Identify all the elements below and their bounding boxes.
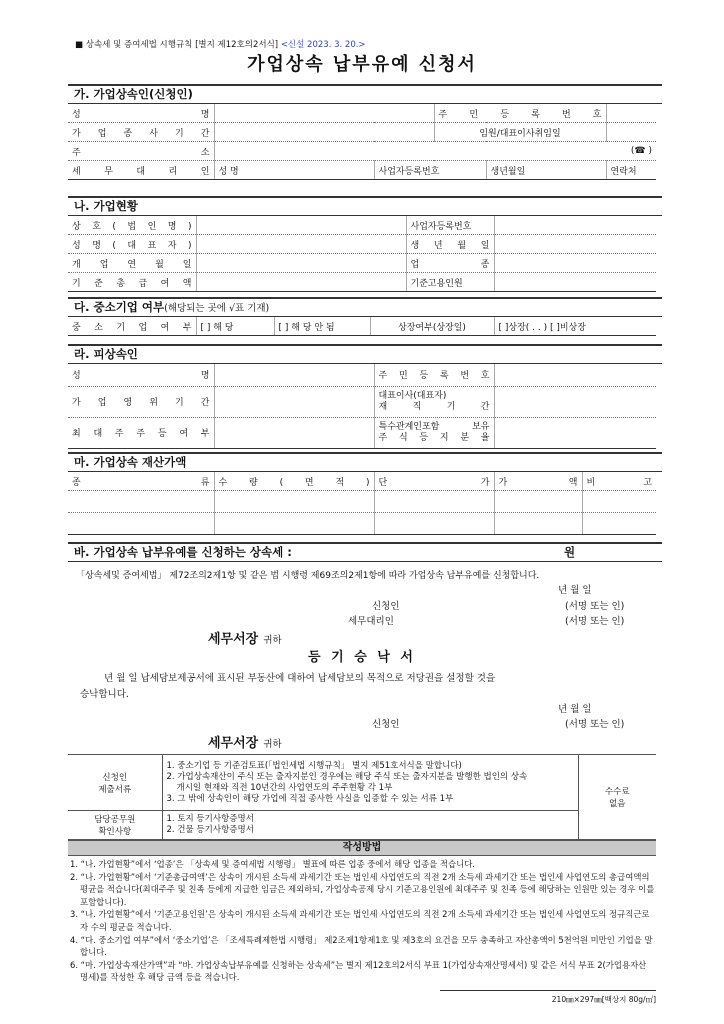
applicant-label: 신청인: [372, 601, 400, 612]
section-decedent-heading: 라. 피상속인: [74, 347, 138, 361]
industry-field[interactable]: [494, 254, 656, 273]
fee-label: 수수료: [604, 787, 630, 797]
share-ratio-line1: 특수관계인포함 보유: [378, 421, 490, 432]
ceo-period-line2: 재 직 기 간: [378, 401, 490, 412]
open-date-field[interactable]: [196, 254, 406, 273]
instruction-item: 2. “나. 가업현황”에서 ‘기준총급여액’은 상속이 개시된 소득세 과세기간 또는 법인세 사업연도의 직전 2개 소득세 과세기간 또는 법인세 사업연도의 총급여액의 평균을 적습니다(최대주주 및 친족 등에게 지급한 임금은 제외하되, 가업상속공제 당시 기준고용인원에 최대주주 및 친족 등에 해당하는 인원만 있는 경우 이를 포함합니다).: [70, 871, 655, 907]
agent-contact-cell[interactable]: 연락처: [606, 161, 656, 180]
assets-col-type: 종 류: [68, 472, 214, 491]
section-heir-heading: 가. 가업상속인(신청인): [74, 87, 193, 101]
employees-label: 기준고용인원: [406, 273, 494, 292]
section-heir: [68, 84, 662, 104]
official-check-label-line1: 담당공무원: [94, 815, 136, 825]
section-sme: [68, 297, 662, 317]
footer-divider: [440, 990, 656, 991]
heir-agent-label: 세 무 대 리 인: [68, 161, 214, 180]
instructions-list: [70, 858, 656, 984]
fee-cell: [578, 755, 656, 840]
section-assets: [68, 452, 662, 472]
consent-addressee-office: 세무서장: [208, 736, 259, 751]
corp-brn-field[interactable]: [494, 216, 656, 235]
submit-doc-item: 2. 가업상속재산이 주식 또는 출자지분인 경우에는 해당 주식 또는 출자지분을 발행한 법인의 상속: [166, 771, 528, 782]
consent-addressee-suffix: 귀하: [263, 739, 282, 750]
assets-table: [68, 472, 656, 535]
heir-rrn-field[interactable]: [606, 104, 656, 123]
share-ratio-field[interactable]: [494, 417, 656, 448]
check-item: 2. 건물 등기사항증명서: [166, 825, 254, 835]
consent-body-line1: 년 월 일 납세담보제공서에 표시된 부동산에 대하여 납세담보의 목적으로 저당권을 설정할 것을: [104, 673, 496, 684]
heir-exec-field[interactable]: [606, 123, 656, 142]
listed-label: 상장여부(상장일): [370, 317, 494, 336]
decedent-table: [68, 364, 656, 449]
rep-dob-field[interactable]: [494, 235, 656, 254]
sme-label: 중 소 기 업 여 부: [68, 317, 196, 336]
major-shareholder-field[interactable]: [214, 417, 374, 448]
assets-cell[interactable]: [214, 491, 374, 513]
submit-docs-list: [162, 755, 578, 811]
sme-yes-checkbox[interactable]: [ ] 해 당: [196, 317, 274, 336]
submit-doc-item: 1. 중소기업 등 기준검토표(「법인세법 시행규칙」 별지 제51호서식을 말합니다): [166, 760, 462, 771]
form-reference: [75, 38, 366, 50]
submit-doc-item: 3. 그 밖에 상속인이 해당 가업에 직접 종사한 사실을 입증할 수 있는 서류 1부: [166, 793, 454, 804]
assets-cell[interactable]: [68, 491, 214, 513]
assets-cell[interactable]: [582, 513, 656, 535]
heir-phone[interactable]: (☎ ): [214, 142, 656, 161]
addressee: [208, 628, 282, 647]
heir-address-label: 주 소: [68, 142, 214, 161]
submit-docs-label-line1: 신청인: [102, 772, 128, 783]
rep-name-label: 성 명 ( 대 표 자 ): [68, 235, 196, 254]
tax-agent-sign[interactable]: (서명 또는 인): [565, 616, 625, 627]
assets-col-price: 단 가: [374, 472, 494, 491]
application-date[interactable]: 년 월 일: [558, 585, 592, 596]
section-business-heading: 나. 가업현황: [74, 199, 138, 213]
biz-period-label: 가 업 영 위 기 간: [68, 386, 214, 417]
check-item: 1. 토지 등기사항증명서: [166, 814, 254, 824]
heir-table: [68, 104, 656, 180]
corp-name-field[interactable]: [196, 216, 406, 235]
assets-col-note: 비 고: [582, 472, 656, 491]
consent-title: 등 기 승 낙 서: [308, 650, 416, 665]
instruction-item: 6. “마. 가업상속재산가액”과 “바. 가업상속납부유예를 신청하는 상속세”는 별지 제12호의2서식 부표 1(가업상속재산명세서) 및 같은 서식 부표 2(가업용자산 명세)를 작성한 후 해당 금액 등을 적습니다.: [70, 959, 647, 983]
instructions-heading: 작성방법: [68, 840, 656, 856]
ceo-period-label: [374, 386, 494, 417]
assets-col-qty: 수 량 ( 면 적 ): [214, 472, 374, 491]
rep-name-field[interactable]: [196, 235, 406, 254]
share-ratio-line2: 주 식 등 지 분 율: [378, 432, 490, 443]
tax-agent-label: 세무대리인: [348, 616, 394, 627]
consent-applicant-sign[interactable]: (서명 또는 인): [565, 719, 625, 730]
listed-checkbox[interactable]: [ ]상장( . . ) [ ]비상장: [494, 317, 656, 336]
addressee-suffix: 귀하: [263, 635, 282, 646]
employees-field[interactable]: [494, 273, 656, 292]
heir-period-field[interactable]: [214, 123, 434, 142]
tax-won: 원: [564, 545, 576, 559]
ceo-period-line1: 대표이사(대표자): [378, 390, 447, 401]
heir-name-label: 성 명: [68, 104, 214, 123]
assets-cell[interactable]: [582, 491, 656, 513]
major-shareholder-label: 최 대 주 주 등 여 부: [68, 417, 214, 448]
submit-docs-label: [68, 755, 162, 811]
section-tax: [68, 542, 662, 562]
decedent-name-label: 성 명: [68, 364, 214, 386]
instruction-item: 3. “나. 가업현황”에서 ‘기준고용인원’은 상속이 개시된 소득세 과세기간 또는 법인세 사업연도의 직전 2개 소득세 과세기간 또는 법인세 사업연도의 정규직근로자 수의 평균을 적습니다.: [70, 909, 650, 932]
consent-applicant-label: 신청인: [372, 719, 400, 730]
assets-cell[interactable]: [494, 491, 582, 513]
submit-doc-item: 개시일 현재와 직전 10년간의 사업연도의 주주현황 각 1부: [176, 782, 393, 793]
assets-col-value: 가 액: [494, 472, 582, 491]
decedent-name-field[interactable]: [214, 364, 374, 386]
official-check-label: [68, 811, 162, 840]
heir-period-label: 가 업 종 사 기 간: [68, 123, 214, 142]
agent-name-cell[interactable]: 성 명: [214, 161, 374, 180]
assets-cell[interactable]: [214, 513, 374, 535]
instruction-item: 4. “다. 중소기업 여부”에서 ‘중소기업’은 「조세특례제한법 시행령」 제2조제1항제1호 및 제3호의 요건을 모두 충족하고 자산총액이 5천억원 미만인 기업을 말합니다.: [70, 934, 653, 958]
heir-exec-label: 임원/대표이사취임일: [434, 123, 606, 142]
heir-name-field[interactable]: [214, 104, 434, 123]
instruction-item: 1. “나. 가업현황”에서 ‘업종’은 「상속세 및 증여세법 시행령」 별표에 따른 업종 중에서 해당 업종을 적습니다.: [70, 859, 475, 869]
consent-addressee: [208, 732, 282, 751]
decedent-rrn-label: 주 민 등 록 번 호: [374, 364, 494, 386]
official-check-list: [162, 811, 578, 840]
fee-value: 없음: [609, 799, 626, 809]
rep-dob-label: 생 년 월 일: [406, 235, 494, 254]
industry-label: 업 종: [406, 254, 494, 273]
assets-cell[interactable]: [374, 513, 494, 535]
wage-label: 기 준 총 급 여 액: [68, 273, 196, 292]
submit-docs-label-line2: 제출서류: [98, 784, 132, 795]
open-date-label: 개 업 연 월 일: [68, 254, 196, 273]
sme-table: [68, 317, 656, 336]
biz-period-field[interactable]: [214, 386, 374, 417]
corp-name-label: 상 호 ( 법 인 명 ): [68, 216, 196, 235]
heir-rrn-label: 주 민 등 록 번 호: [434, 104, 606, 123]
assets-cell[interactable]: [374, 491, 494, 513]
agent-dob-cell[interactable]: 생년월일: [486, 161, 606, 180]
sme-no-checkbox[interactable]: [ ] 해 당 안 됨: [274, 317, 370, 336]
assets-cell[interactable]: [68, 513, 214, 535]
page-title: 가업상속 납부유예 신청서: [247, 54, 477, 75]
attachments-table: [68, 754, 656, 840]
consent-body-line2: 승낙합니다.: [80, 689, 129, 700]
paper-spec: 210㎜×297㎜[백상지 80g/㎡]: [551, 995, 656, 1004]
agent-brn-cell[interactable]: 사업자등록번호: [374, 161, 486, 180]
consent-date[interactable]: 년 월 일: [558, 704, 592, 715]
share-ratio-label: [374, 417, 494, 448]
application-statement: 「상속세및 증여세법」 제72조의2제1항 및 같은 법 시행령 제69조의2제1항에 따라 가업상속 납부유예를 신청합니다.: [76, 571, 540, 581]
section-decedent: [68, 344, 662, 364]
business-table: [68, 216, 656, 292]
corp-brn-label: 사업자등록번호: [406, 216, 494, 235]
section-assets-heading: 마. 가업상속 재산가액: [74, 455, 187, 469]
addressee-office: 세무서장: [208, 632, 259, 647]
assets-cell[interactable]: [494, 513, 582, 535]
new-tag: <신설 2023. 3. 20.>: [280, 40, 366, 50]
tax-heading: 바. 가업상속 납부유예를 신청하는 상속세 :: [74, 545, 292, 559]
section-sme-heading: 다. 중소기업 여부: [74, 300, 165, 314]
section-business: [68, 196, 662, 216]
official-check-label-line2: 확인사항: [98, 827, 132, 837]
law-reference: ■ 상속세 및 증여세법 시행규칙 [별지 제12호의2서식]: [75, 40, 279, 50]
decedent-rrn-field[interactable]: [494, 364, 656, 386]
section-sme-sub: (해당되는 곳에 √표 기재): [164, 303, 270, 314]
ceo-period-field[interactable]: [494, 386, 656, 417]
wage-field[interactable]: [196, 273, 406, 292]
applicant-sign[interactable]: (서명 또는 인): [565, 601, 625, 612]
